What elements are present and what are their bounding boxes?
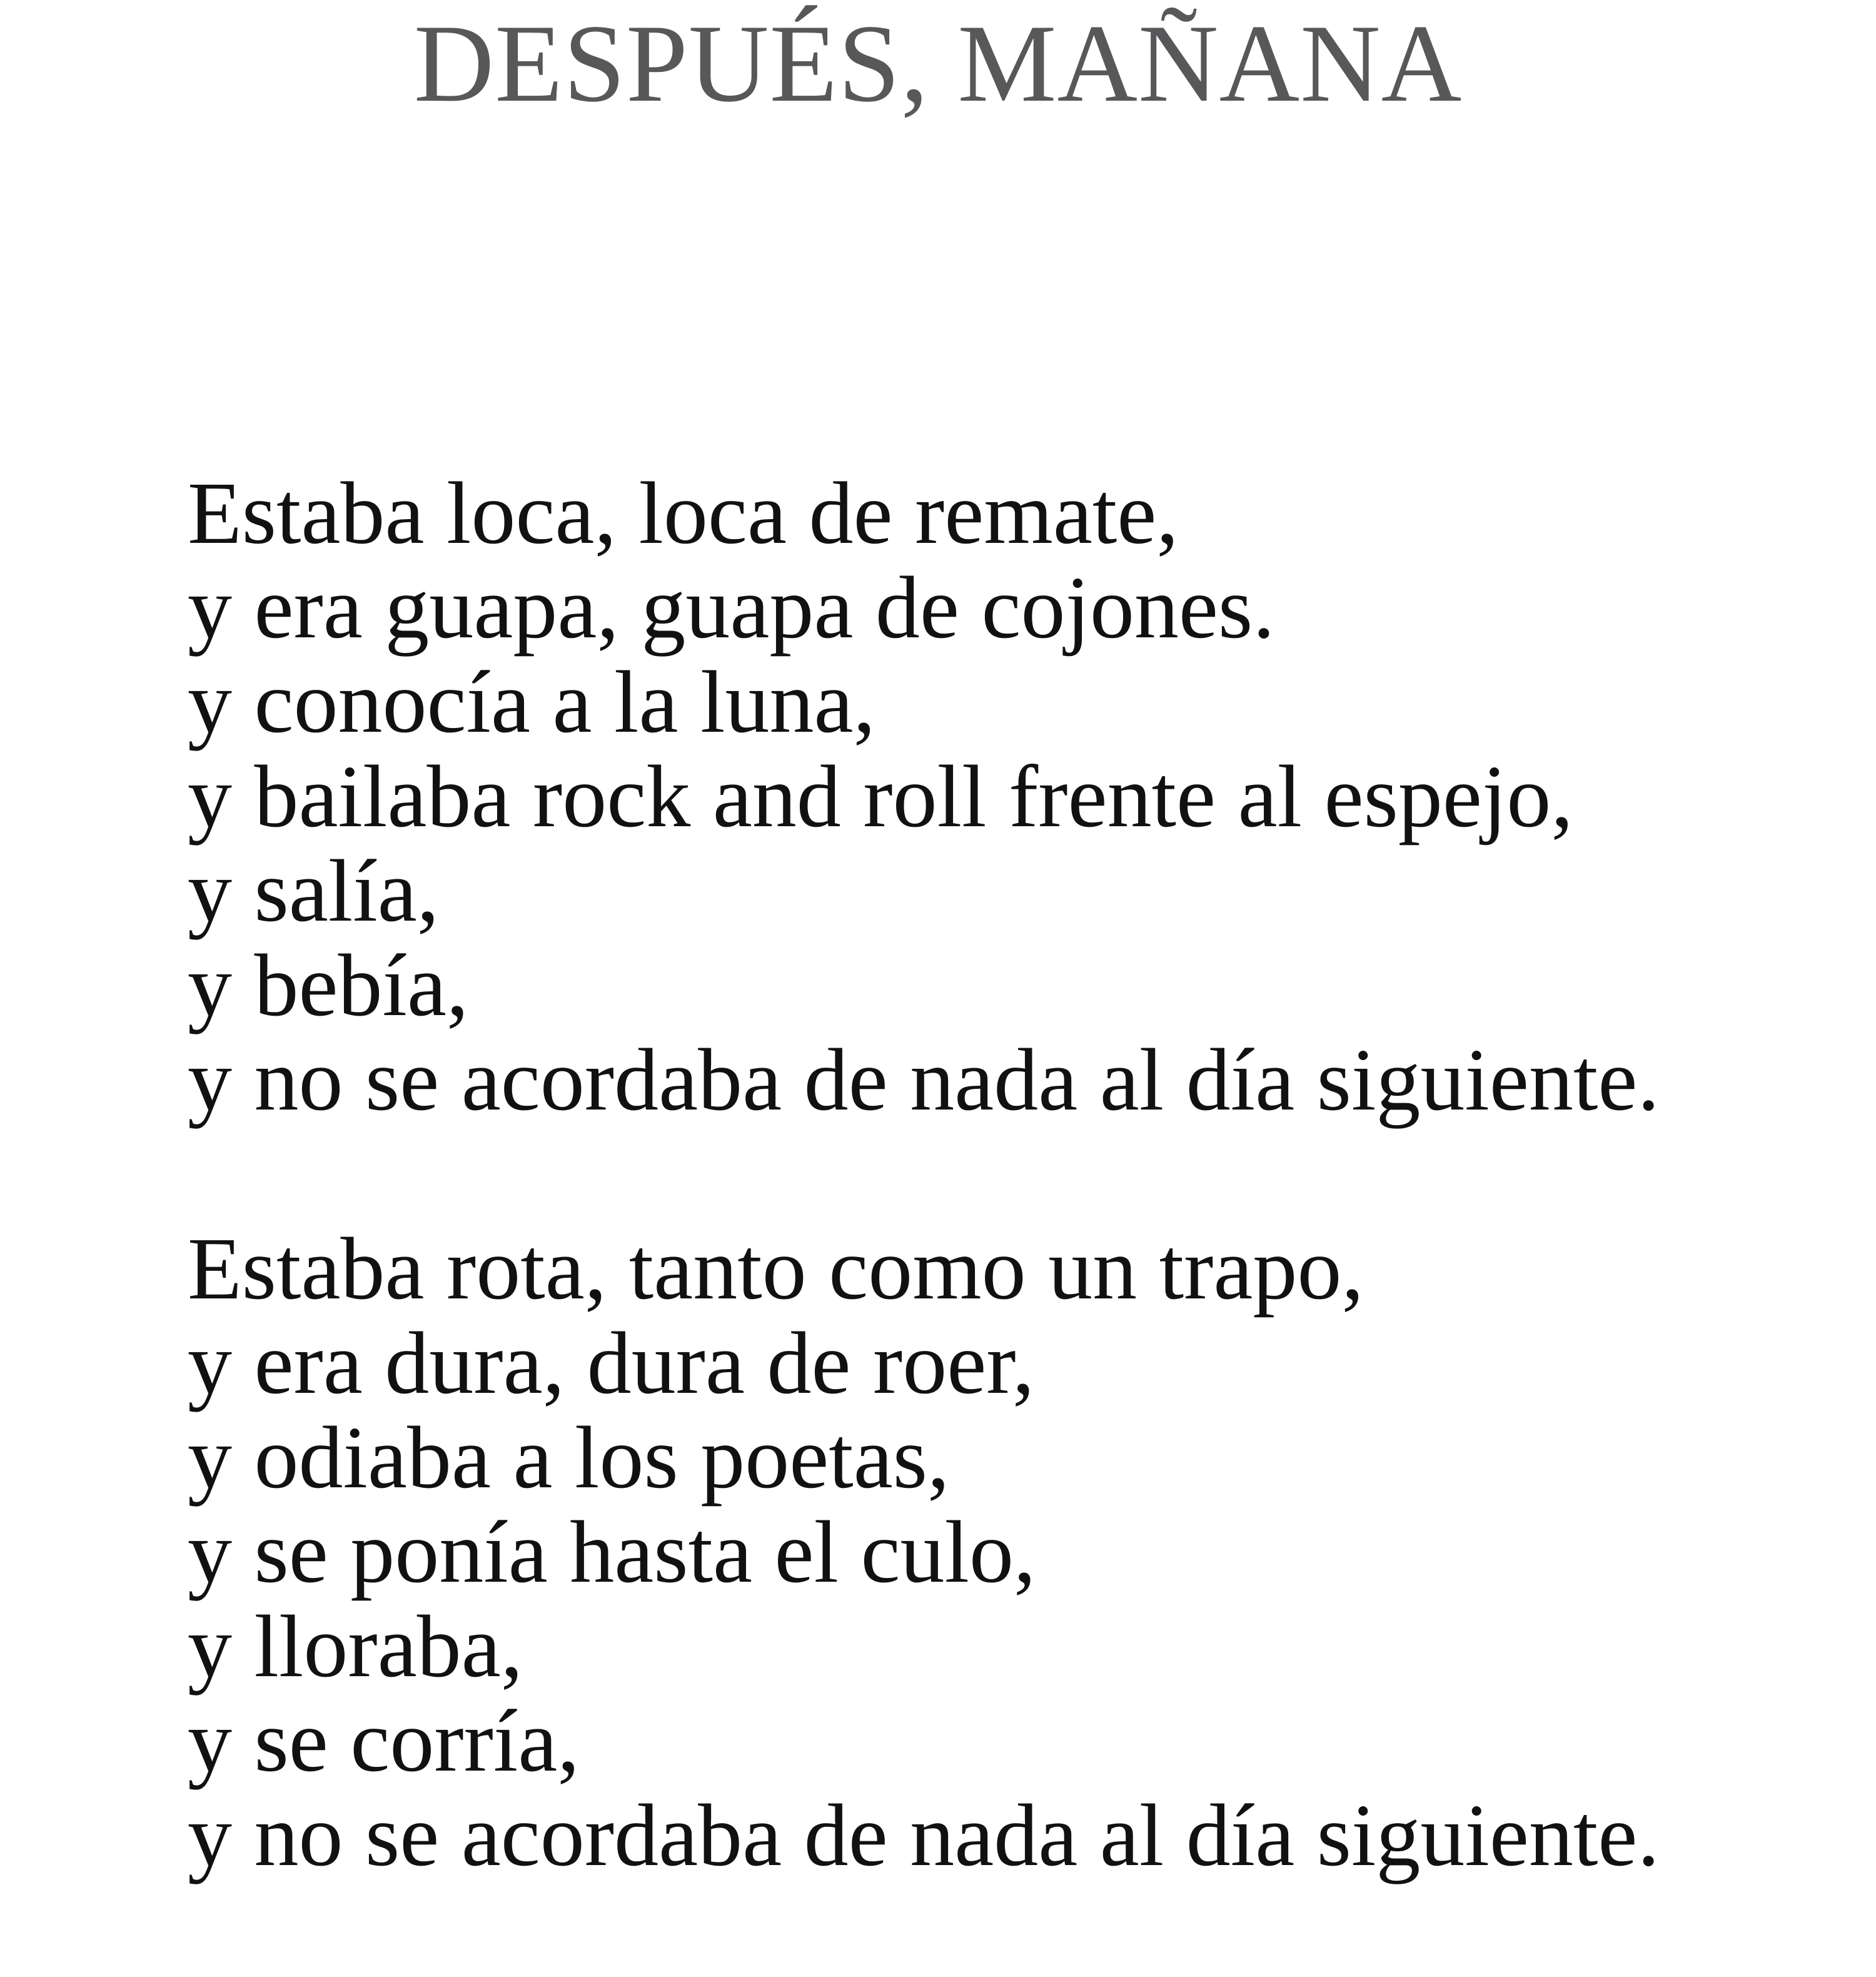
verse-line: y era guapa, guapa de cojones. xyxy=(188,558,1275,657)
verse-line: y salía, xyxy=(188,841,440,940)
verse-line: y se ponía hasta el culo, xyxy=(188,1502,1036,1601)
verse-line: y lloraba, xyxy=(188,1597,523,1696)
poem-body xyxy=(188,463,1660,1977)
verse-line: y se corría, xyxy=(188,1691,580,1790)
verse-line: Estaba loca, loca de remate, xyxy=(188,463,1179,562)
verse-line: Estaba rota, tanto como un trapo, xyxy=(188,1219,1364,1318)
verse-line: y conocía a la luna, xyxy=(188,652,876,751)
verse-line: y no se acordaba de nada al día siguiente. xyxy=(188,1030,1660,1129)
verse-line: y bebía, xyxy=(188,936,469,1034)
verse-line: y no se acordaba de nada al día siguiente. xyxy=(188,1786,1660,1884)
stanza-2 xyxy=(188,1221,1660,1883)
poem-title: DESPUÉS, MAÑANA xyxy=(413,1,1463,125)
stanza-1 xyxy=(188,463,1660,1129)
verse-line: y odiaba a los poetas, xyxy=(188,1408,950,1507)
verse-line: y bailaba rock and roll frente al espejo, xyxy=(188,747,1573,846)
verse-line: y era dura, dura de roer, xyxy=(188,1313,1035,1412)
